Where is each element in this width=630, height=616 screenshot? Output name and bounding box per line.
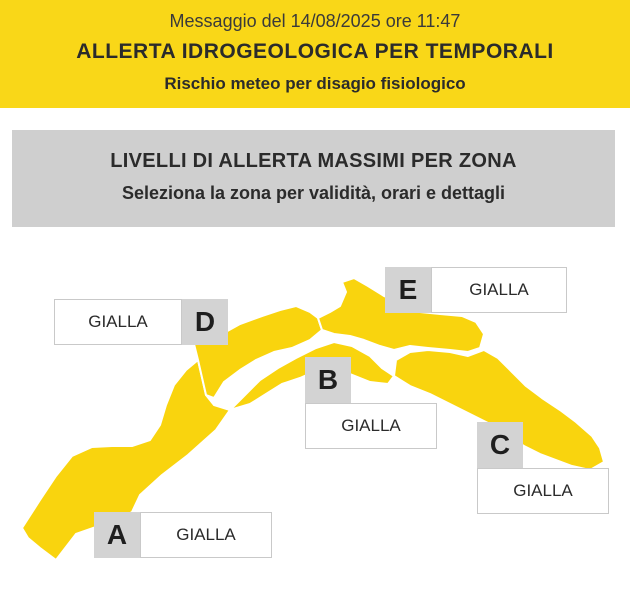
zone-d-label[interactable] <box>54 299 228 345</box>
panel-title: LIVELLI DI ALLERTA MASSIMI PER ZONA <box>110 150 517 172</box>
zone-c-level: GIALLA <box>477 468 609 514</box>
zone-d-letter: D <box>182 299 228 345</box>
zone-a-letter: A <box>94 512 140 558</box>
zone-e-level: GIALLA <box>431 267 567 313</box>
zone-b-label[interactable] <box>305 357 437 449</box>
zone-a-level: GIALLA <box>140 512 272 558</box>
panel-instruction: Seleziona la zona per validità, orari e dettagli <box>121 183 506 203</box>
zone-c-letter: C <box>477 422 523 468</box>
zone-d-level: GIALLA <box>54 299 182 345</box>
zone-e-label[interactable] <box>385 267 567 313</box>
alert-subtitle: Rischio meteo per disagio fisiologico <box>164 74 466 93</box>
message-timestamp: Messaggio del 14/08/2025 ore 11:47 <box>169 11 461 31</box>
zone-a-label[interactable] <box>94 512 272 558</box>
zone-e-letter: E <box>385 267 431 313</box>
zone-c-label[interactable] <box>477 422 609 514</box>
zone-b-letter: B <box>305 357 351 403</box>
zone-b-level: GIALLA <box>305 403 437 449</box>
alert-title: ALLERTA IDROGEOLOGICA PER TEMPORALI <box>76 40 554 63</box>
